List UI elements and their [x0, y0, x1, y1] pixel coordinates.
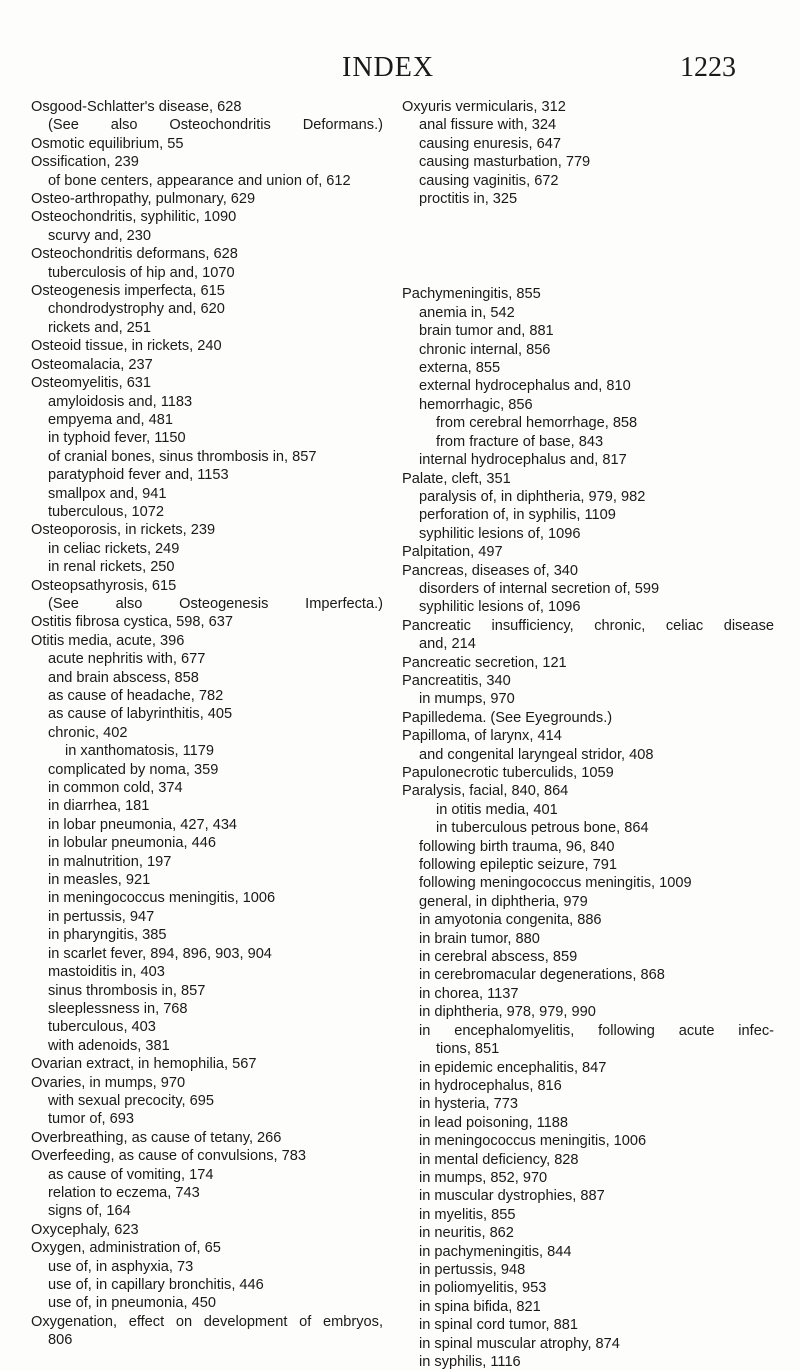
index-subentry: complicated by noma, 359 [48, 761, 219, 778]
index-subentry: in muscular dystrophies, 887 [419, 1188, 605, 1205]
index-subentry: in pharyngitis, 385 [48, 927, 167, 944]
index-subentry: relation to eczema, 743 [48, 1184, 200, 1201]
index-column-right [402, 98, 774, 1371]
index-subentry: and congenital laryngeal stridor, 408 [419, 746, 654, 763]
index-subentry: tuberculosis of hip and, 1070 [48, 264, 235, 281]
index-entry: Osteoid tissue, in rickets, 240 [31, 338, 222, 355]
index-entry: Osteoporosis, in rickets, 239 [31, 522, 216, 539]
index-entry: Papulonecrotic tuberculids, 1059 [402, 765, 614, 781]
index-subentry: and brain abscess, 858 [48, 669, 199, 686]
index-subentry: of bone centers, appearance and union of, 612 [48, 172, 351, 189]
index-entry: Osteogenesis imperfecta, 615 [31, 283, 225, 300]
index-entry: Overbreathing, as cause of tetany, 266 [31, 1129, 282, 1146]
index-subentry: internal hydrocephalus and, 817 [419, 452, 627, 469]
index-subentry: smallpox and, 941 [48, 485, 167, 502]
index-subentry: proctitis in, 325 [419, 191, 518, 208]
index-entry: Osgood-Schlatter's disease, 628 [31, 99, 242, 115]
index-subentry: following birth trauma, 96, 840 [419, 838, 615, 855]
index-subentry: in celiac rickets, 249 [48, 540, 180, 557]
index-entry: Osteo-arthropathy, pulmonary, 629 [31, 191, 256, 208]
index-subentry: in otitis media, 401 [436, 801, 558, 818]
page-number: 1223 [680, 52, 736, 83]
index-subentry: causing masturbation, 779 [419, 154, 591, 171]
index-entry: Pancreatic insufficiency, chronic, celiac disease [402, 617, 774, 634]
index-subentry: sinus thrombosis in, 857 [48, 982, 206, 999]
index-subentry: (See also Osteochondritis Deformans.) [48, 117, 383, 134]
index-subentry: in mumps, 970 [419, 691, 515, 708]
index-subentry: with sexual precocity, 695 [48, 1092, 215, 1109]
index-subentry: acute nephritis with, 677 [48, 651, 206, 668]
index-subentry: signs of, 164 [48, 1203, 131, 1220]
index-subentry: rickets and, 251 [48, 319, 152, 336]
index-subentry: in neuritis, 862 [419, 1225, 514, 1242]
index-subentry: general, in diphtheria, 979 [419, 893, 588, 910]
index-entry: Papilloma, of larynx, 414 [402, 728, 562, 745]
index-entry: Pachymeningitis, 855 [402, 286, 541, 303]
index-subentry: in mental deficiency, 828 [419, 1151, 579, 1168]
index-subentry: in cerebromacular degenerations, 868 [419, 967, 665, 984]
index-subentry: in scarlet fever, 894, 896, 903, 904 [48, 945, 272, 962]
index-subentry: in typhoid fever, 1150 [48, 430, 186, 447]
index-subentry: tumor of, 693 [48, 1111, 134, 1128]
index-subentry: mastoiditis in, 403 [48, 964, 165, 981]
index-subentry: in lobar pneumonia, 427, 434 [48, 816, 238, 833]
index-entry: Osteochondritis, syphilitic, 1090 [31, 209, 237, 226]
index-subentry: in tuberculous petrous bone, 864 [436, 820, 649, 837]
index-subentry: in hysteria, 773 [419, 1096, 518, 1113]
index-entry: Oxygenation, effect on development of embryos, [31, 1313, 383, 1330]
index-subentry: in cerebral abscess, 859 [419, 949, 578, 966]
index-subentry: chronic, 402 [48, 724, 128, 741]
index-subentry: in syphilis, 1116 [419, 1354, 521, 1370]
index-subentry: external hydrocephalus and, 810 [419, 378, 631, 395]
index-subentry: and, 214 [419, 636, 476, 653]
index-subentry: in spinal muscular atrophy, 874 [419, 1335, 620, 1352]
index-subentry: disorders of internal secretion of, 599 [419, 580, 660, 597]
index-subentry: syphilitic lesions of, 1096 [419, 525, 581, 542]
section-gap [402, 208, 774, 285]
index-subentry: chondrodystrophy and, 620 [48, 301, 225, 318]
index-subentry: hemorrhagic, 856 [419, 396, 533, 413]
index-subentry: in spina bifida, 821 [419, 1298, 541, 1315]
index-subentry: paralysis of, in diphtheria, 979, 982 [419, 488, 646, 505]
index-entry: Pancreas, diseases of, 340 [402, 562, 579, 579]
index-subentry: externa, 855 [419, 360, 501, 377]
index-entry: Osteomyelitis, 631 [31, 375, 152, 392]
index-subentry: following meningococcus meningitis, 1009 [419, 875, 692, 892]
index-subentry: in mumps, 852, 970 [419, 1169, 548, 1186]
index-subentry: tions, 851 [436, 1041, 500, 1058]
index-subentry: from cerebral hemorrhage, 858 [436, 415, 638, 432]
index-subentry: in malnutrition, 197 [48, 853, 172, 870]
index-entry: Palpitation, 497 [402, 544, 503, 561]
index-subentry: anal fissure with, 324 [419, 117, 557, 134]
index-subentry: causing vaginitis, 672 [419, 172, 559, 189]
index-subentry: in spinal cord tumor, 881 [419, 1317, 578, 1334]
index-subentry: empyema and, 481 [48, 411, 173, 428]
index-entry: Oxycephaly, 623 [31, 1221, 139, 1238]
index-entry: Palate, cleft, 351 [402, 470, 511, 487]
index-subentry: in chorea, 1137 [419, 985, 519, 1002]
index-entry: Ossification, 239 [31, 154, 139, 171]
index-entry: Pancreatic secretion, 121 [402, 654, 567, 671]
index-subentry: in diphtheria, 978, 979, 990 [419, 1004, 596, 1021]
index-subentry: in common cold, 374 [48, 780, 183, 797]
index-entry: Oxygen, administration of, 65 [31, 1240, 221, 1257]
index-subentry: of cranial bones, sinus thrombosis in, 857 [48, 448, 317, 465]
index-subentry: syphilitic lesions of, 1096 [419, 599, 581, 616]
index-subentry: in meningococcus meningitis, 1006 [48, 890, 276, 907]
index-entry: Ostitis fibrosa cystica, 598, 637 [31, 614, 233, 631]
index-entry: Papilledema. (See Eyegrounds.) [402, 709, 613, 726]
index-subentry: in myelitis, 855 [419, 1206, 516, 1223]
index-subentry: in renal rickets, 250 [48, 559, 175, 576]
page-title: INDEX [342, 52, 435, 83]
index-subentry: amyloidosis and, 1183 [48, 393, 193, 410]
index-entry: Oxyuris vermicularis, 312 [402, 99, 566, 115]
index-entry: Otitis media, acute, 396 [31, 632, 185, 649]
index-subentry: as cause of headache, 782 [48, 688, 224, 704]
index-subentry: with adenoids, 381 [48, 1037, 170, 1054]
index-subentry: following epileptic seizure, 791 [419, 857, 617, 874]
index-subentry: paratyphoid fever and, 1153 [48, 467, 229, 484]
index-subentry: in pachymeningitis, 844 [419, 1243, 572, 1260]
index-subentry: use of, in capillary bronchitis, 446 [48, 1277, 264, 1293]
index-subentry: in hydrocephalus, 816 [419, 1077, 562, 1094]
index-subentry: as cause of labyrinthitis, 405 [48, 706, 233, 723]
index-subentry: in lead poisoning, 1188 [419, 1114, 569, 1131]
index-subentry: causing enuresis, 647 [419, 135, 561, 152]
index-subentry: use of, in pneumonia, 450 [48, 1295, 216, 1312]
index-subentry: in xanthomatosis, 1179 [65, 743, 215, 760]
index-subentry: from fracture of base, 843 [436, 433, 604, 450]
index-subentry: as cause of vomiting, 174 [48, 1166, 214, 1183]
index-entry: Overfeeding, as cause of convulsions, 783 [31, 1148, 307, 1165]
index-subentry: in measles, 921 [48, 872, 151, 889]
index-subentry: brain tumor and, 881 [419, 323, 554, 340]
index-entry: Ovarian extract, in hemophilia, 567 [31, 1056, 257, 1073]
index-subentry: in meningococcus meningitis, 1006 [419, 1133, 647, 1150]
index-subentry: in lobular pneumonia, 446 [48, 835, 216, 852]
index-subentry: tuberculous, 1072 [48, 503, 165, 520]
index-subentry: in amyotonia congenita, 886 [419, 912, 602, 929]
index-subentry: use of, in asphyxia, 73 [48, 1258, 194, 1275]
index-subentry: in poliomyelitis, 953 [419, 1280, 547, 1297]
index-subentry: (See also Osteogenesis Imperfecta.) [48, 595, 383, 612]
index-entry: Osteochondritis deformans, 628 [31, 246, 238, 263]
index-column-left [31, 98, 383, 1350]
index-entry: Pancreatitis, 340 [402, 672, 511, 689]
index-subentry: tuberculous, 403 [48, 1019, 156, 1036]
index-entry: Osteopsathyrosis, 615 [31, 577, 177, 594]
index-entry: Paralysis, facial, 840, 864 [402, 783, 569, 800]
index-subentry: scurvy and, 230 [48, 227, 152, 244]
index-entry: Osmotic equilibrium, 55 [31, 135, 184, 152]
index-subentry: in pertussis, 947 [48, 908, 155, 925]
index-subentry: in pertussis, 948 [419, 1261, 526, 1278]
index-subentry: in diarrhea, 181 [48, 798, 150, 815]
index-subentry: in epidemic encephalitis, 847 [419, 1059, 607, 1076]
index-subentry: in brain tumor, 880 [419, 930, 540, 947]
index-entry: Osteomalacia, 237 [31, 356, 153, 373]
index-subentry: sleeplessness in, 768 [48, 1000, 188, 1017]
index-subentry: perforation of, in syphilis, 1109 [419, 507, 616, 524]
index-entry: Ovaries, in mumps, 970 [31, 1074, 186, 1091]
index-subentry: in encephalomyelitis, following acute infec- [419, 1022, 774, 1039]
index-subentry: anemia in, 542 [419, 304, 515, 321]
page-header [0, 52, 800, 92]
index-subentry: 806 [48, 1332, 73, 1349]
index-subentry: chronic internal, 856 [419, 341, 551, 358]
